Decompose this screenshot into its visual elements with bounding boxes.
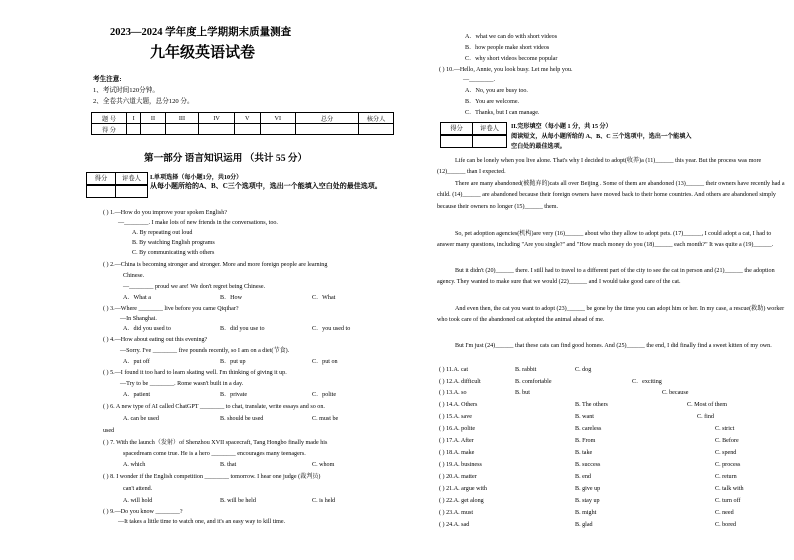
notice-line-2: 2、全卷共六道大题，总分120 分。	[93, 98, 194, 105]
cloze-option-b[interactable]: B. comfortable	[515, 379, 552, 385]
cloze-option-b[interactable]: B. The others	[575, 402, 608, 408]
cloze-option-b[interactable]: B. give up	[575, 486, 601, 492]
cloze-option-a[interactable]: ( ) 20.A. matter	[439, 474, 477, 480]
cloze-option-b[interactable]: B. but	[515, 390, 530, 396]
option[interactable]: C. whom	[312, 462, 335, 468]
cloze-option-c[interactable]: C．exciting	[632, 379, 662, 385]
notice-heading: 考生注意:	[93, 76, 122, 83]
option[interactable]: B．put up	[220, 359, 246, 365]
cloze-option-b[interactable]: B. take	[575, 450, 593, 456]
passage-paragraph: And even then, the cat you want to adopt (23)______ be gone by the time you can adopt him or her. In my case, a rescue(救助) worker who took care of the abandoned cat adopted the animal ahead of me.	[437, 306, 785, 324]
option-tail: used	[103, 428, 115, 434]
score-cell: 得 分	[92, 124, 127, 135]
option[interactable]: C. By communicating with others	[132, 250, 215, 256]
score-cell: 总分	[296, 113, 359, 124]
question-stem: ( ) 6. A new type of AI called ChatGPT ________ to chat, translate, write essays and so on.	[103, 404, 325, 410]
section1-instruction: 从每小题所给的A、B、C三个选项中，选出一个能填入空白处的最佳选项。	[150, 182, 382, 190]
question-cont: spacedream come true. He is a hero ________ encourages many teenagers.	[123, 451, 306, 457]
question-cont: —________. I make lots of new friends in the conversations, too.	[118, 220, 278, 226]
question-cont: —________ proud we are! We don't regret being Chinese.	[123, 284, 266, 290]
cloze-option-c[interactable]: C. turn off	[715, 498, 741, 504]
option[interactable]: C. is held	[312, 498, 336, 504]
cloze-option-c[interactable]: C. need	[715, 510, 734, 516]
cloze-option-a[interactable]: ( ) 19.A. business	[439, 462, 482, 468]
option[interactable]: A．patient	[123, 392, 151, 398]
option[interactable]: C．why short videos become popular	[465, 56, 558, 62]
option[interactable]: A. By repeating out loud	[132, 230, 193, 236]
section2-instruction-1: 阅读短文，从每小题所给的 A、B、C 三个选项中，选出一个能填入	[511, 134, 692, 140]
option[interactable]: B. should be used	[220, 416, 264, 422]
question-cont: —Sorry. I've ________ five pounds recently, so I am on a diet(节食).	[120, 348, 290, 354]
option[interactable]: B. will be held	[220, 498, 256, 504]
cloze-option-b[interactable]: B. might	[575, 510, 597, 516]
cloze-option-b[interactable]: B. careless	[575, 426, 602, 432]
option[interactable]: C．polite	[312, 392, 337, 398]
right-page	[397, 0, 794, 560]
score-input-cell[interactable]	[199, 124, 234, 135]
score-input-cell[interactable]	[234, 124, 260, 135]
cloze-option-c[interactable]: C. talk with	[715, 486, 744, 492]
option[interactable]: B. that	[220, 462, 237, 468]
cloze-option-b[interactable]: B. success	[575, 462, 601, 468]
cloze-option-a[interactable]: ( ) 11.A. cat	[439, 367, 469, 373]
option[interactable]: B．You are welcome.	[465, 99, 520, 105]
passage-paragraph: Life can be lonely when you live alone. That's why I decided to adopt(收养)a (11)______ this year. But the process was more (12)______ than I expected.	[437, 158, 762, 176]
cloze-option-c[interactable]: C. bored	[715, 522, 736, 528]
grader-label: 评卷人	[122, 175, 141, 182]
cloze-option-a[interactable]: ( ) 22.A. get along	[439, 498, 484, 504]
option[interactable]: C．put on	[312, 359, 338, 365]
section1-heading: I.单项选择（每小题1分，共10分）	[150, 175, 243, 181]
option[interactable]: C．Thanks, but I can manage.	[465, 110, 540, 116]
part1-score-entry[interactable]	[86, 184, 148, 198]
grader-label: 评卷人	[480, 125, 499, 132]
option[interactable]: A．No, you are busy too.	[465, 88, 528, 94]
score-input-cell[interactable]	[165, 124, 199, 135]
question-stem: ( ) 8. I wonder if the English competition ________ tomorrow. I hear one judge (裁判员)	[103, 474, 321, 480]
score-label: 得分	[441, 123, 473, 135]
option[interactable]: A．did you used to	[123, 326, 171, 332]
part2-score-entry[interactable]	[440, 134, 507, 148]
cloze-option-c[interactable]: C. spend	[715, 450, 737, 456]
passage-paragraph: There are many abandoned(被抛弃的)cats all over Beijing . Some of them are abandoned (13)______ their owners have recently had a child. (14)______ are abandoned because their foreign owners have moved back to their home countries. And others are abandoned simply because their owners no longer (15)______ them.	[437, 181, 785, 210]
question-stem: ( ) 4.—How about eating out this evening?	[103, 337, 208, 343]
option[interactable]: B．how people make short videos	[465, 45, 550, 51]
cloze-option-a[interactable]: ( ) 21.A. argue with	[439, 486, 487, 492]
option[interactable]: C．you used to	[312, 326, 351, 332]
option[interactable]: A．what we can do with short videos	[465, 34, 558, 40]
score-input-cell[interactable]	[260, 124, 295, 135]
passage-paragraph: But I'm just (24)______ that these cats can find good homes. And (25)______ the end, I did finally find a sweet kitten of my own.	[455, 343, 772, 349]
option[interactable]: A．What a	[123, 295, 151, 301]
cloze-option-a[interactable]: ( ) 13.A. so	[439, 390, 467, 396]
score-cell: I	[127, 113, 141, 124]
option[interactable]: A. can be used	[123, 416, 159, 422]
section2-heading: II.完形填空（每小题 1 分，共 15 分）	[511, 124, 612, 130]
score-cell: III	[165, 113, 199, 124]
question-cont: can't attend.	[123, 486, 153, 492]
passage-paragraph: But it didn't (20)______ there. I still had to travel to a different part of the city to see the cat in person and (21)______ the adoption agency. They wanted to make sure that we would (22)______ and I would take good care of the cat.	[437, 268, 775, 286]
cloze-option-c[interactable]: C. find	[697, 414, 714, 420]
passage-paragraph: So, pet adoption agencies(机构)are very (16)______ about who they allow to adopt pets. (17)______, I could adopt a cat, I had to answer many questions, including "Are you single?" and "How much money do you (18)______ each month?" It was quite a (19)______.	[437, 231, 774, 249]
question-stem: ( ) 2.—China is becoming stronger and stronger. More and more foreign people are learning	[103, 262, 328, 268]
cloze-option-a[interactable]: ( ) 24.A. sad	[439, 522, 470, 528]
cloze-option-c[interactable]: C. Before	[715, 438, 739, 444]
score-table-header-row	[92, 113, 394, 124]
option[interactable]: B．did you use to	[220, 326, 265, 332]
question-stem: ( ) 3.—Where ________ live before you came Qiqihar?	[103, 306, 239, 312]
cloze-option-a[interactable]: ( ) 23.A. must	[439, 510, 474, 516]
cloze-option-b[interactable]: B. rabbit	[515, 367, 537, 373]
cloze-option-c[interactable]: C. strict	[715, 426, 735, 432]
main-title: 九年级英语试卷	[150, 44, 256, 61]
option[interactable]: A. which	[123, 462, 146, 468]
score-table	[91, 112, 394, 135]
score-label: 得分	[87, 173, 116, 185]
option[interactable]: C. must be	[312, 416, 339, 422]
question-cont: Chinese.	[123, 273, 145, 279]
question-stem: ( ) 1.—How do you improve your spoken English?	[103, 210, 228, 216]
cloze-option-a[interactable]: ( ) 12.A. difficult	[439, 379, 481, 385]
cloze-option-c[interactable]: C. Most of them	[687, 402, 727, 408]
question-cont: —Try to be ________. Rome wasn't built in a day.	[120, 381, 244, 387]
score-cell: VI	[260, 113, 295, 124]
cloze-option-c[interactable]: C. dog	[575, 367, 592, 373]
option[interactable]: A. will hold	[123, 498, 153, 504]
cloze-option-c[interactable]: C. because	[662, 390, 689, 396]
question-stem: ( ) 9.—Do you know ________?	[103, 509, 183, 515]
option[interactable]: B．private	[220, 392, 248, 398]
question-cont: —In Shanghai.	[120, 316, 157, 322]
option[interactable]: C．What	[312, 295, 336, 301]
cloze-option-a[interactable]: ( ) 15.A. save	[439, 414, 472, 420]
cloze-option-a[interactable]: ( ) 18.A. make	[439, 450, 475, 456]
cloze-option-a[interactable]: ( ) 14.A. Others	[439, 402, 478, 408]
score-input-cell[interactable]	[359, 124, 394, 135]
score-input-cell[interactable]	[141, 124, 165, 135]
option[interactable]: B．How	[220, 295, 243, 301]
option[interactable]: A．put off	[123, 359, 150, 365]
cloze-option-a[interactable]: ( ) 16.A. polite	[439, 426, 476, 432]
cloze-option-b[interactable]: B. end	[575, 474, 591, 480]
score-input-cell[interactable]	[296, 124, 359, 135]
cloze-option-b[interactable]: B. From	[575, 438, 596, 444]
cloze-option-b[interactable]: B. glad	[575, 522, 593, 528]
question-stem: ( ) 5.—I found it too hard to learn skating well. I'm thinking of giving it up.	[103, 370, 287, 376]
score-cell: V	[234, 113, 260, 124]
part1-title: 第一部分 语言知识运用 （共计 55 分）	[144, 153, 308, 164]
exam-title: 2023—2024 学年度上学期期末质量测查	[110, 27, 292, 38]
score-cell: IV	[199, 113, 234, 124]
score-cell: 题 号	[92, 113, 127, 124]
section2-instruction-2: 空白处的最佳选项。	[511, 144, 566, 150]
score-cell: 核分人	[359, 113, 394, 124]
cloze-option-a[interactable]: ( ) 17.A. After	[439, 438, 474, 444]
question-stem: ( ) 10.—Hello, Annie, you look busy. Let me help you.	[439, 67, 573, 73]
option[interactable]: B. By watching English programs	[132, 240, 215, 246]
cloze-option-b[interactable]: B. want	[575, 414, 594, 420]
score-table-score-row	[92, 124, 394, 135]
score-input-cell[interactable]	[127, 124, 141, 135]
question-cont: —It takes a little time to watch one, and it's an easy way to kill time.	[118, 519, 286, 525]
cloze-option-b[interactable]: B. stay up	[575, 498, 600, 504]
question-stem: ( ) 7. With the launch（发射）of Shenzhou XVII spacecraft, Tang Hongbo finally made his	[103, 440, 328, 446]
notice-line-1: 1、考试时间120分钟。	[93, 87, 159, 94]
question-cont: —________.	[463, 77, 495, 83]
score-cell: II	[141, 113, 165, 124]
cloze-option-c[interactable]: C. process	[715, 462, 741, 468]
cloze-option-c[interactable]: C. return	[715, 474, 737, 480]
